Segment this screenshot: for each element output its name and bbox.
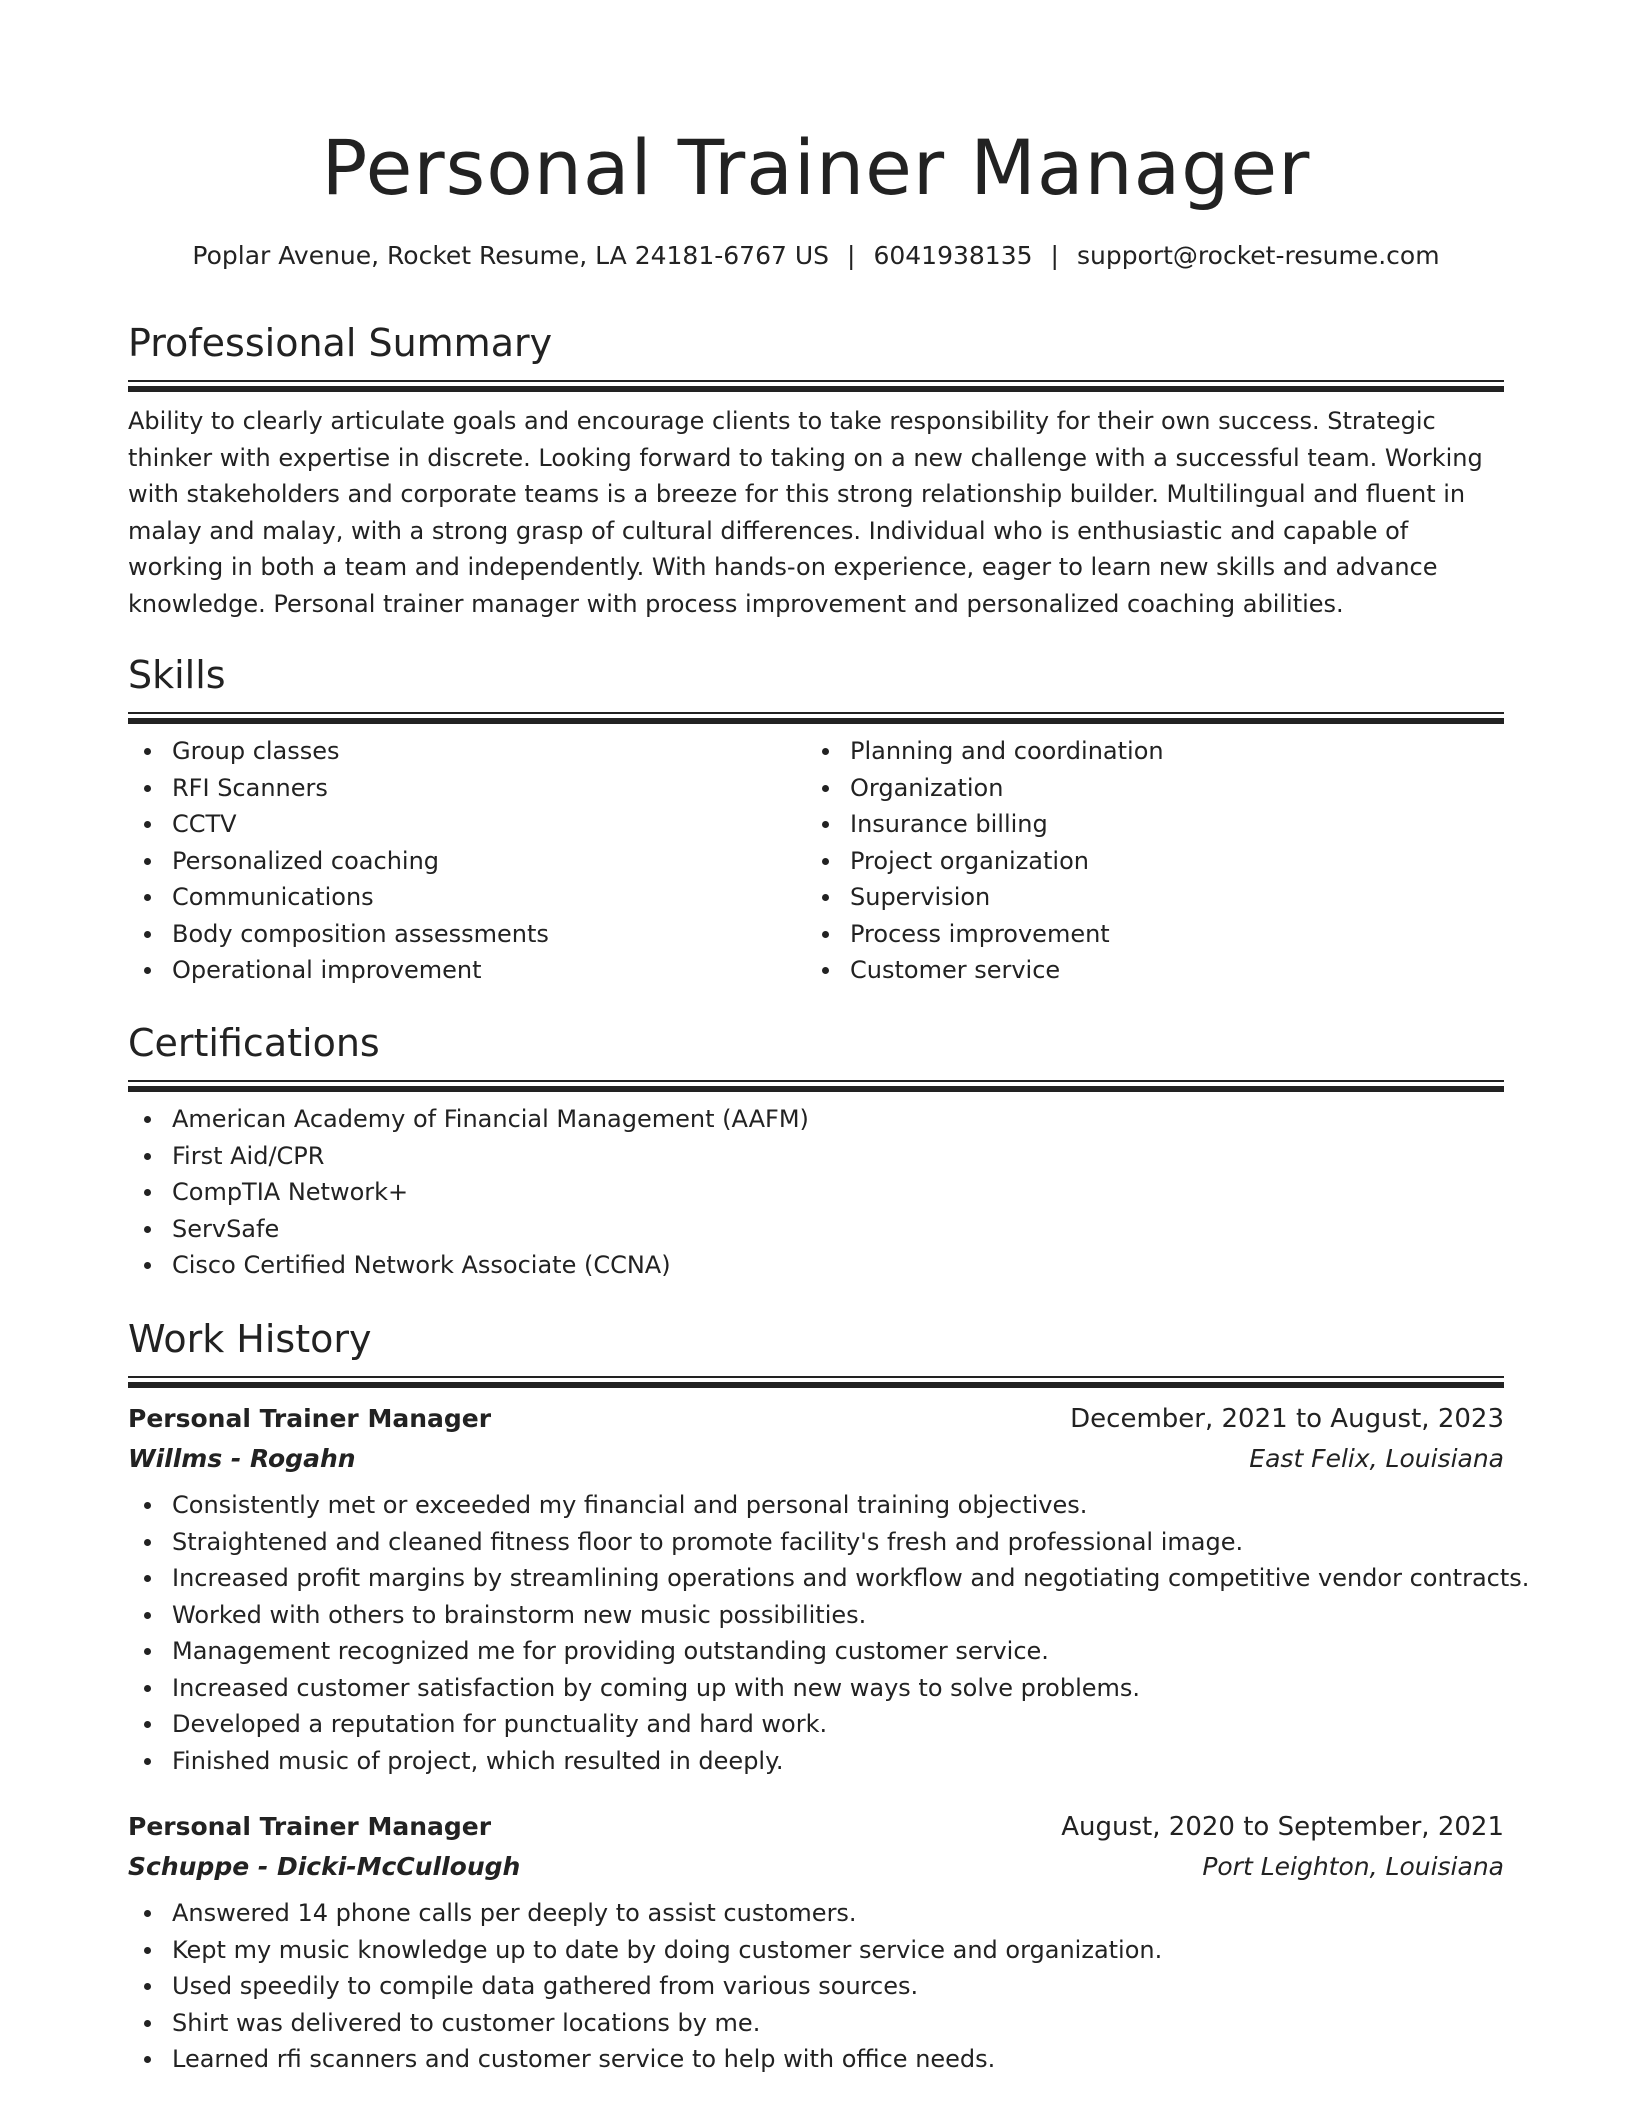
job-entry [128,1399,1530,1779]
job-duties-list [128,1895,1504,2078]
skill-item: Group classes [128,733,806,770]
job-duty-item: Straightened and cleaned fitness floor to promote facility's fresh and professional image. [128,1524,1504,1561]
skills-column-left [128,723,806,989]
certifications-section [128,1018,1504,1284]
skill-item: RFI Scanners [128,770,806,807]
summary-section [128,318,1504,622]
job-title: Personal Trainer Manager [128,1812,492,1841]
certification-item: ServSafe [128,1211,1504,1248]
section-divider [128,712,1504,723]
job-entry [128,1807,1504,2078]
job-duty-item: Kept my music knowledge up to date by doing customer service and organization. [128,1932,1504,1969]
resume-name: Personal Trainer Manager [321,123,1311,212]
contact-separator: | [847,241,856,270]
skills-list-left [128,733,806,989]
job-duty-item: Increased customer satisfaction by coming up with new ways to solve problems. [128,1670,1504,1707]
skill-item: Insurance billing [806,806,1484,843]
skills-list-right [806,733,1484,989]
job-duty-item: Shirt was delivered to customer locations by me. [128,2005,1504,2042]
certification-item: CompTIA Network+ [128,1174,1504,1211]
contact-address: Poplar Avenue, Rocket Resume, LA 24181-6767 US [192,241,830,270]
job-duty-item: Increased profit margins by streamlining operations and workflow and negotiating competitive vendor contracts. [128,1560,1504,1597]
job-duties-list [128,1487,1530,1779]
job-company: Willms - Rogahn [128,1444,356,1473]
job-header-row [128,1399,1504,1439]
section-divider [128,1376,1504,1387]
skill-item: Body composition assessments [128,916,806,953]
skills-columns [128,723,1504,989]
skill-item: Personalized coaching [128,843,806,880]
certification-item: Cisco Certified Network Associate (CCNA) [128,1247,1504,1284]
skill-item: Process improvement [806,916,1484,953]
section-title-skills: Skills [128,653,226,697]
job-company-row [128,1847,1504,1887]
job-company-row [128,1439,1504,1479]
skill-item: Operational improvement [128,952,806,989]
job-duty-item: Learned rfi scanners and customer service to help with office needs. [128,2041,1504,2078]
section-title-certifications: Certifications [128,1021,380,1065]
job-duty-item: Answered 14 phone calls per deeply to assist customers. [128,1895,1504,1932]
contact-line [128,238,1504,274]
work-history-section [128,1314,1530,2078]
job-duty-item: Worked with others to brainstorm new music possibilities. [128,1597,1504,1634]
job-location: East Felix, Louisiana [1249,1444,1504,1473]
section-title-summary: Professional Summary [128,321,553,365]
job-duty-item: Management recognized me for providing outstanding customer service. [128,1633,1504,1670]
skills-column-right [806,723,1484,989]
job-header-row [128,1807,1504,1847]
job-dates: August, 2020 to September, 2021 [1061,1812,1504,1842]
skill-item: Supervision [806,879,1484,916]
certifications-list [128,1101,1504,1284]
job-duty-item: Finished music of project, which resulted in deeply. [128,1743,1504,1780]
job-duty-item: Used speedily to compile data gathered from various sources. [128,1968,1504,2005]
section-divider [128,1080,1504,1091]
summary-text: Ability to clearly articulate goals and encourage clients to take responsibility for their own success. Strategic thinker with expertise in discrete. Looking forward to taking on a new challenge with a successful team. Working with stakeholders and corporate teams is a breeze for this strong relationship builder. Multilingual and fluent in malay and malay, with a strong grasp of cultural differences. Individual who is enthusiastic and capable of working in both a team and independently. With hands-on experience, eager to learn new skills and advance knowledge. Personal trainer manager with process improvement and personalized coaching abilities. [128,407,1483,618]
job-duty-item: Consistently met or exceeded my financial and personal training objectives. [128,1487,1504,1524]
contact-email: support@rocket-resume.com [1076,241,1440,270]
job-location: Port Leighton, Louisiana [1202,1852,1504,1881]
certification-item: First Aid/CPR [128,1138,1504,1175]
skill-item: Planning and coordination [806,733,1484,770]
skill-item: Communications [128,879,806,916]
section-divider [128,380,1504,391]
certification-item: American Academy of Financial Management (AAFM) [128,1101,1504,1138]
job-company: Schuppe - Dicki-McCullough [128,1852,521,1881]
skills-section [128,650,1504,989]
job-dates: December, 2021 to August, 2023 [1070,1404,1504,1434]
skill-item: Customer service [806,952,1484,989]
skill-item: CCTV [128,806,806,843]
skill-item: Organization [806,770,1484,807]
section-title-work-history: Work History [128,1317,372,1361]
job-duty-item: Developed a reputation for punctuality and hard work. [128,1706,1504,1743]
skill-item: Project organization [806,843,1484,880]
contact-phone: 6041938135 [873,241,1033,270]
job-title: Personal Trainer Manager [128,1404,492,1433]
contact-separator: | [1050,241,1059,270]
